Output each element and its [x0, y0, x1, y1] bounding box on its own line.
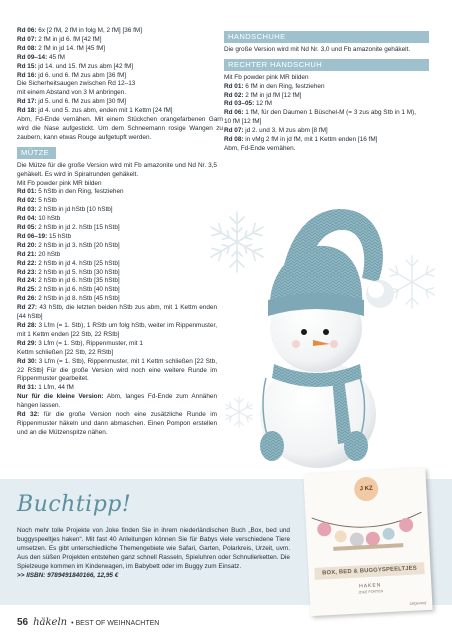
muetze-rd29-cont: Kettm schließen [22 Stb, 22 RStb]: [17, 348, 114, 356]
left-column: [17, 27, 223, 438]
muetze-row: Rd 23: 2 hStb in jd 5. hStb [30 hStb]: [17, 268, 120, 276]
muetze-row: Rd 22: 2 hStb in jd 4. hStb [25 hStb]: [17, 259, 120, 267]
muetze-row: Rd 03: 2 hStb in jd hStb [10 hStb]: [17, 206, 113, 214]
muetze-rd29: Rd 29: 3 Lfm (= 1. Stb), Rippenmuster, mit 1: [17, 339, 143, 347]
finishing-paragraph: Abm, Fd-Ende vernähen. Mit einem Stückchen orangefarbenen Garn wird die Nase aufgestickt. Um dem Schneemann rosige Wangen zu zaubern, kann etwas Rouge aufgetupft werden.: [17, 116, 223, 141]
muetze-row: Mit Fb powder pink MR bilden: [17, 179, 102, 187]
muetze-row: Rd 02: 5 hStb: [17, 197, 57, 205]
buchtipp-text: Noch mehr tolle Projekte von Joke finden Sie in ihrem niederländischen Buch „Box, bed und buggyspeeltjes haken“. Mit fast 40 Anleitungen können Sie für Babys viele verschiedene Tiere umsetzen. Es gibt unterschiedliche Themengebiete wie Safari, Garten, Polarkreis, Urzeit, uvm. Aus den süßen Projekten entstehen ganz schnell Rasseln, Spieluhren oder Schnullerketten. Die Spielzeuge kommen im Kinderwagen, im Babybett oder im Buggy zum Einsatz. >> IISBN: 9789491840166, 12,95 €: [17, 527, 290, 579]
book-title-band: BOX, BED & BUGGYSPEELTJES: [314, 562, 424, 580]
handschuh-row: Rd 06: 1 fM, für den Daumen 1 Büschel-M (= 3 zus abg Stb in 1 M),: [224, 109, 416, 117]
muetze-intro: Die Mütze für die große Version wird mit Fb amazonite und Nd Nr. 3,5 gehäkelt. Es wird in Spiralrunden gehäkelt.: [17, 161, 217, 178]
snowman-photo: [240, 182, 410, 474]
instruction-row: Rd 09–14: 45 fM: [17, 53, 65, 61]
muetze-row: Rd 26: 2 hStb in jd 8. hStb [45 hStb]: [17, 295, 120, 303]
instruction-row: Rd 06: 6x [2 fM, 2 fM in folg M, 2 fM] [36 fM]: [17, 27, 143, 34]
book-publisher: Uitgeverij: [409, 600, 427, 606]
handschuh-row: Rd 08: in vMg 2 fM in jd fM, mit 1 Kettm enden [16 fM]: [224, 136, 378, 144]
handschuh-row: Rd 02: 2 fM in jd fM [12 fM]: [224, 91, 302, 99]
rechter-handschuh-rows: [224, 74, 429, 154]
muetze-rd28: Rd 28: 3 Lfm (= 1. Stb), 1 RStb um folg hStb, weiter im Rippenmuster, mit 1 Kettm enden [22 Stb, 22 RStb]: [17, 322, 217, 338]
section-heading-muetze: MÜTZE: [17, 147, 56, 159]
buchtipp-title: Buchtipp!: [17, 492, 132, 517]
muetze-row: Rd 21: 20 hStb: [17, 250, 61, 258]
muetze-rd30: Rd 30: 3 Lfm (= 1. Stb), Rippenmuster, mit 1 Kettm schließen [22 Stb, 22 RStb] Für die große Version wird noch eine weitere Runde im Rippenmuster gearbeitet.: [17, 357, 218, 383]
instruction-row: Die Sicherheitsaugen zwischen Rd 12–13: [17, 80, 136, 88]
section-heading-handschuhe: HANDSCHUHE: [224, 31, 429, 43]
muetze-row: Rd 01: 5 hStb in den Ring, festziehen: [17, 188, 124, 196]
instruction-row: Rd 15: jd 14. und 15. fM zus abm [42 fM]: [17, 62, 134, 70]
page-number: 56: [17, 617, 29, 628]
muetze-row: Rd 04: 10 hStb: [17, 215, 61, 223]
muetze-rd32: Rd 32: für die große Version noch eine zusätzliche Runde im Rippenmuster häkeln und dann abmaschen. Einen Pompon erstellen und an die Mützenspitze nähen.: [17, 411, 218, 436]
book-illustration: [309, 502, 426, 564]
handschuh-row: Mit Fb powder pink MR bilden: [224, 73, 309, 81]
muetze-row: Rd 24: 2 hStb in jd 6. hStb [35 hStb]: [17, 277, 120, 285]
muetze-rows: [17, 180, 217, 305]
handschuh-row: Rd 07: jd 2. und 3. M zus abm [8 fM]: [224, 127, 328, 135]
instruction-row: Rd 18: jd 4. und 5. zus abm, enden mit 1 Kettm [24 fM]: [17, 107, 173, 115]
muetze-rd27: Rd 27: 43 hStb, die letzten beiden hStb zus abm, mit 1 Kettm enden [44 hStb]: [17, 304, 218, 321]
page-footer: [17, 617, 159, 628]
instruction-row: Rd 07: 2 fM in jd 6. fM [42 fM]: [17, 35, 102, 43]
instruction-row: Rd 17: jd 5. und 6. fM zus abm [30 fM]: [17, 98, 127, 106]
muetze-row: Rd 05: 2 hStb in jd 2. hStb [15 hStb]: [17, 224, 120, 232]
muetze-rd31: Rd 31: 1 Lfm, 44 fM: [17, 384, 74, 392]
book-logo: J KZ: [354, 476, 379, 501]
footer-section: • BEST OF WEIHNACHTEN: [71, 620, 160, 627]
instruction-row: mit einem Abstand von 3 M anbringen.: [17, 89, 127, 97]
instruction-row: Rd 16: jd 6. und 6. fM zus abm [36 fM]: [17, 71, 127, 79]
handschuh-row: Rd 03–05: 12 fM: [224, 100, 272, 108]
book-cover: [303, 468, 432, 616]
handschuhe-text: Die große Version wird mit Nd Nr. 3,0 und Fb amazonite gehäkelt.: [224, 45, 411, 53]
handschuh-row: 10 fM [12 fM]: [224, 118, 262, 126]
handschuh-row: Rd 01: 6 fM in den Ring, festziehen: [224, 82, 325, 90]
right-column: [224, 31, 429, 154]
muetze-row: Rd 25: 2 hStb in jd 6. hStb [40 hStb]: [17, 286, 120, 294]
muetze-row: Rd 20: 2 hStb in jd 3. hStb [20 hStb]: [17, 241, 120, 249]
instruction-row: Rd 08: 2 fM in jd 14. fM [45 fM]: [17, 44, 106, 52]
muetze-row: Rd 06–19: 15 hStb: [17, 232, 72, 240]
muetze-small-version: Nur für die kleine Version: Abm, langes Fd-Ende zum Annähen hängen lassen.: [17, 393, 217, 410]
instruction-rows-body: [17, 27, 223, 116]
handschuh-row: Abm, Fd-Ende vernähen.: [224, 144, 296, 152]
book-subtitle: HAKEN: [359, 582, 382, 590]
section-heading-rechter-handschuh: RECHTER HANDSCHUH: [224, 59, 429, 71]
magazine-name: häkeln: [33, 617, 68, 628]
book-author: JOKE FORTEN: [357, 589, 384, 595]
